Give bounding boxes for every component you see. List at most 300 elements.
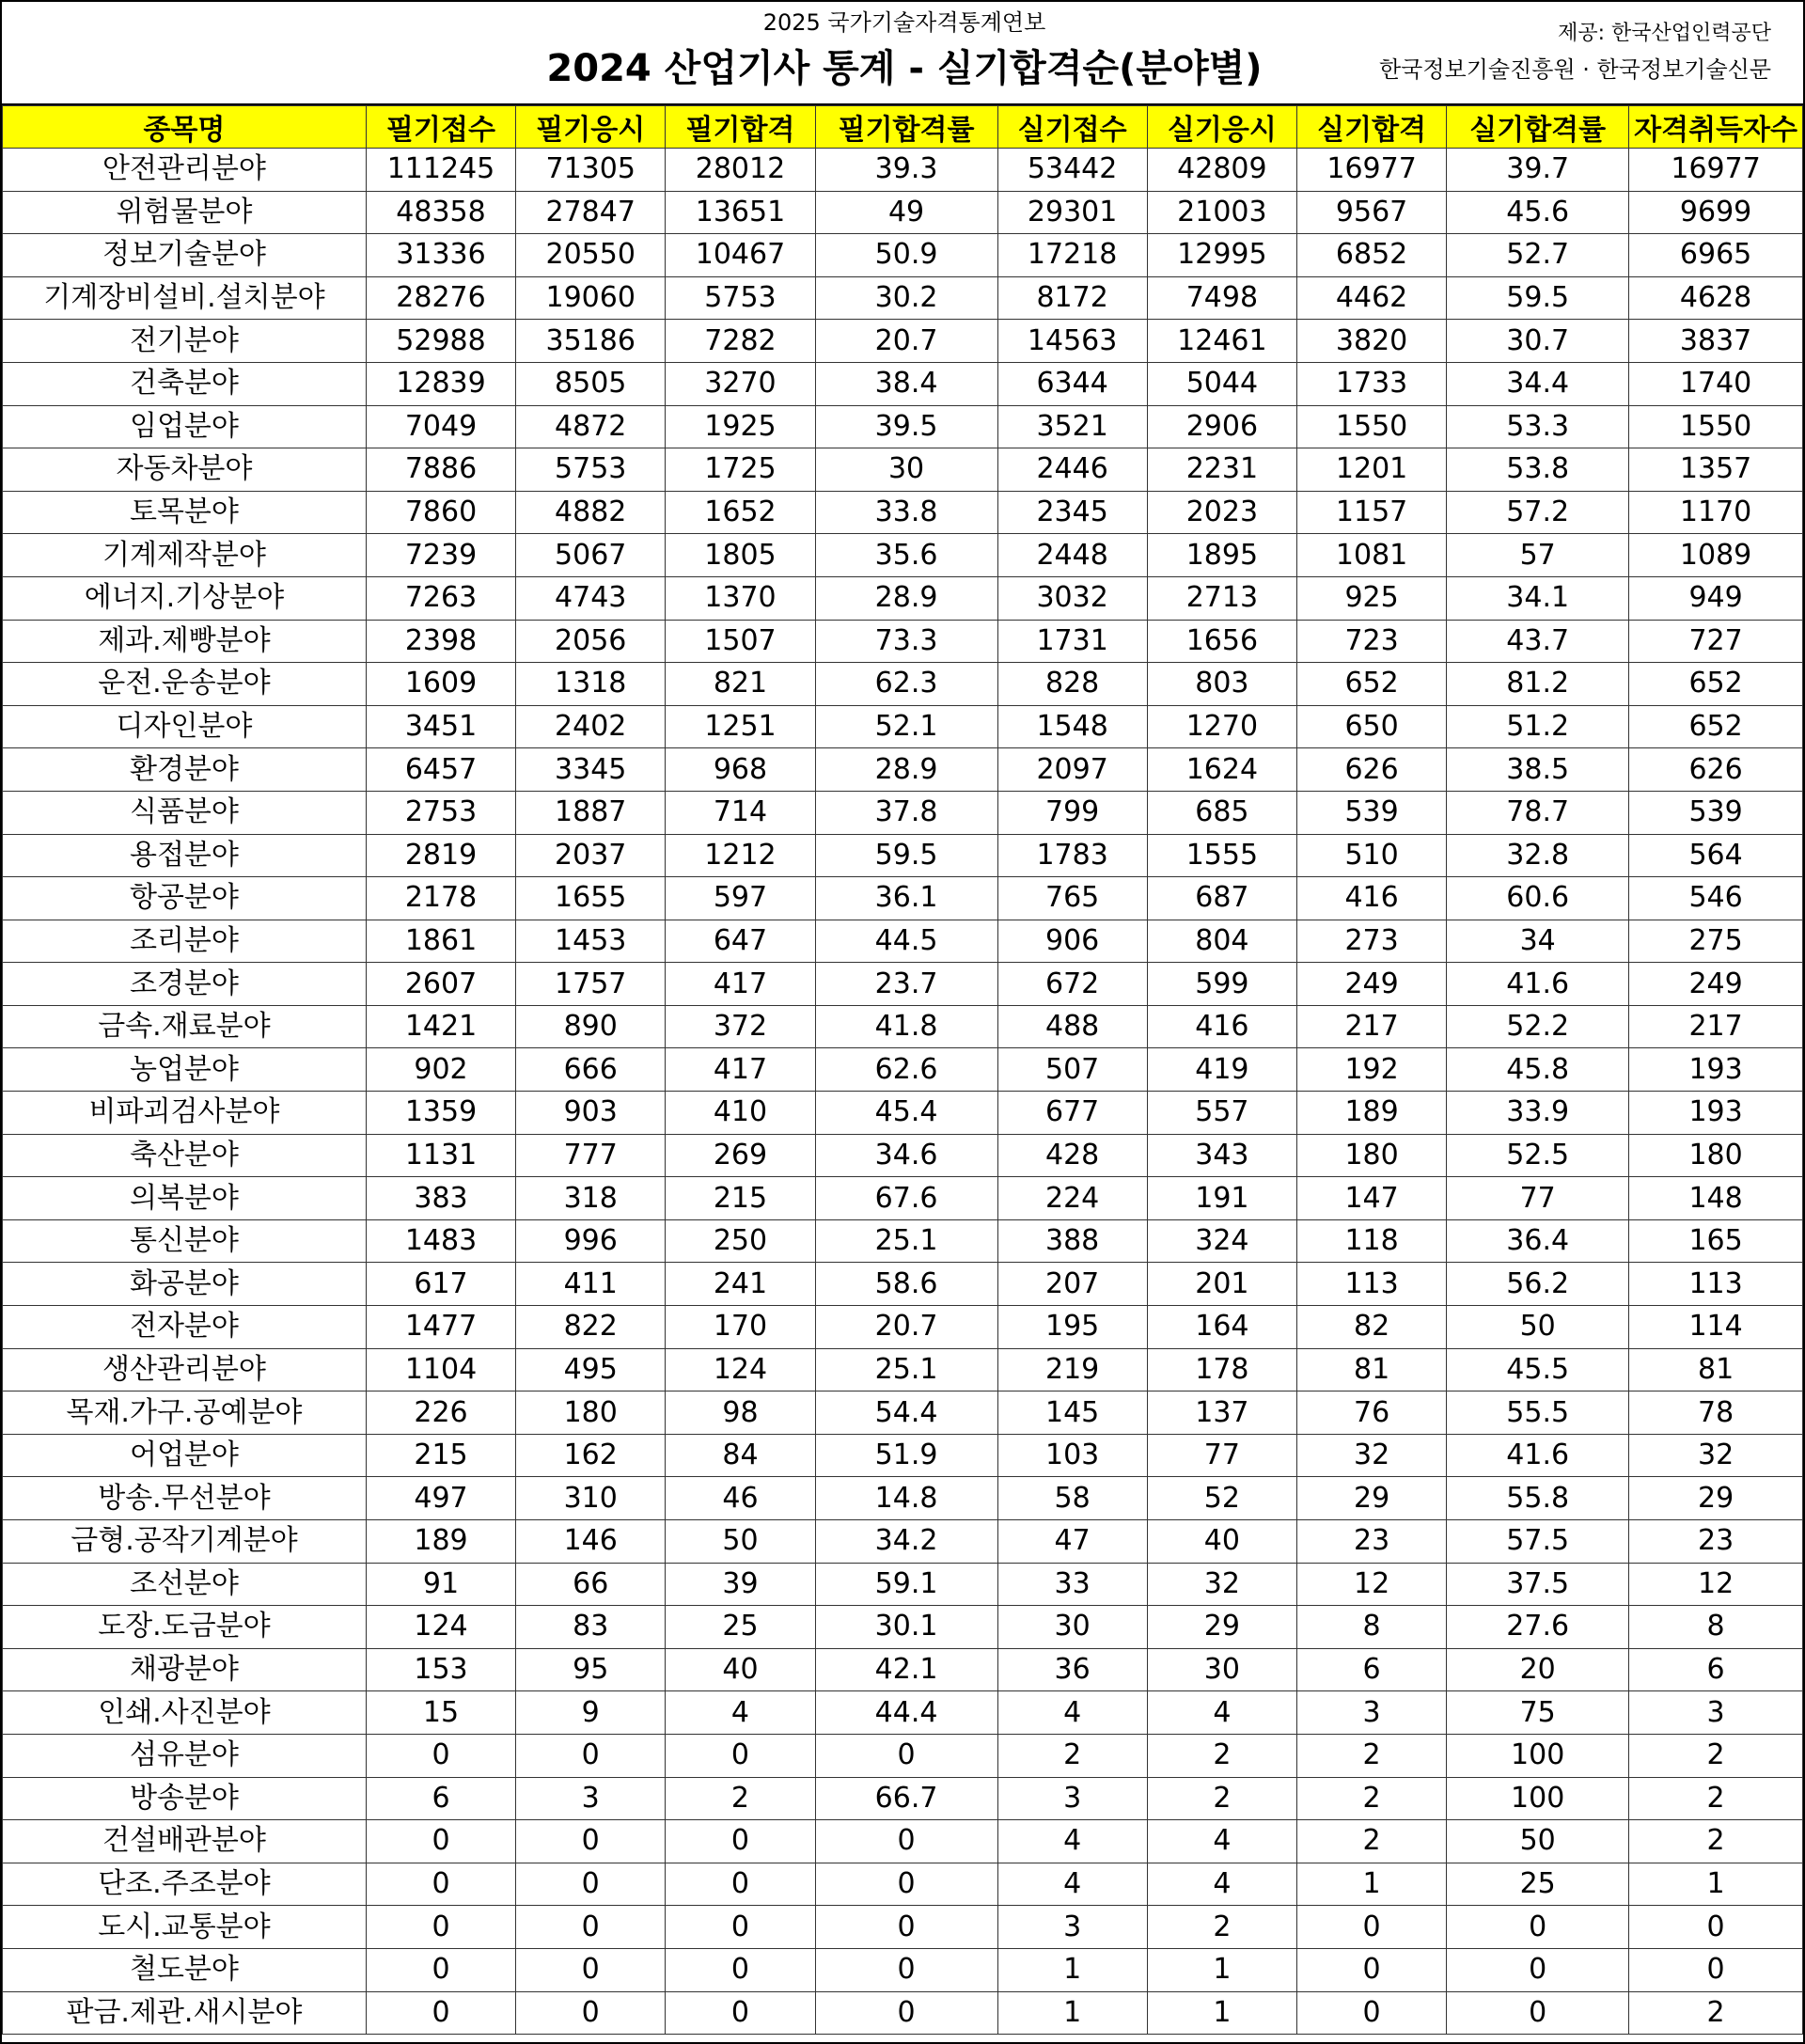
value-cell: 0 (666, 1734, 815, 1777)
value-cell: 37.5 (1447, 1563, 1629, 1606)
value-cell: 57.2 (1447, 491, 1629, 534)
value-cell: 82 (1296, 1306, 1446, 1349)
value-cell: 0 (1296, 1991, 1446, 2035)
value-cell: 57 (1447, 534, 1629, 577)
value-cell: 902 (366, 1048, 515, 1092)
value-cell: 31336 (366, 234, 515, 277)
table-row (3, 191, 1803, 234)
table-row (3, 1820, 1803, 1863)
table-row (3, 920, 1803, 963)
value-cell: 7498 (1147, 276, 1296, 320)
value-cell: 9699 (1629, 191, 1803, 234)
value-cell: 666 (516, 1048, 666, 1092)
value-cell: 2906 (1147, 405, 1296, 448)
value-cell: 98 (666, 1391, 815, 1435)
value-cell: 417 (666, 963, 815, 1006)
category-name-cell: 인쇄.사진분야 (3, 1691, 367, 1735)
value-cell: 100 (1447, 1734, 1629, 1777)
category-name-cell: 철도분야 (3, 1948, 367, 1991)
value-cell: 16977 (1629, 149, 1803, 192)
value-cell: 428 (997, 1134, 1147, 1177)
value-cell: 5753 (516, 448, 666, 492)
column-header: 필기응시 (516, 106, 666, 149)
value-cell: 32 (1629, 1434, 1803, 1477)
value-cell: 56.2 (1447, 1263, 1629, 1306)
value-cell: 25.1 (815, 1219, 997, 1263)
category-name-cell: 조경분야 (3, 963, 367, 1006)
value-cell: 219 (997, 1348, 1147, 1391)
table-row (3, 1734, 1803, 1777)
value-cell: 4 (997, 1691, 1147, 1735)
value-cell: 3345 (516, 748, 666, 792)
value-cell: 42809 (1147, 149, 1296, 192)
value-cell: 3 (997, 1777, 1147, 1820)
value-cell: 12995 (1147, 234, 1296, 277)
value-cell: 50.9 (815, 234, 997, 277)
value-cell: 193 (1629, 1092, 1803, 1135)
value-cell: 23.7 (815, 963, 997, 1006)
column-header: 종목명 (3, 106, 367, 149)
value-cell: 191 (1147, 1177, 1296, 1220)
table-row (3, 1520, 1803, 1564)
category-name-cell: 조선분야 (3, 1563, 367, 1606)
value-cell: 1507 (666, 620, 815, 663)
value-cell: 2 (1147, 1777, 1296, 1820)
value-cell: 9 (516, 1691, 666, 1735)
category-name-cell: 방송.무선분야 (3, 1477, 367, 1520)
value-cell: 2607 (366, 963, 515, 1006)
value-cell: 30 (997, 1606, 1147, 1649)
table-row (3, 748, 1803, 792)
category-name-cell: 통신분야 (3, 1219, 367, 1263)
value-cell: 32.8 (1447, 834, 1629, 877)
value-cell: 29301 (997, 191, 1147, 234)
table-row (3, 1219, 1803, 1263)
value-cell: 906 (997, 920, 1147, 963)
value-cell: 2023 (1147, 491, 1296, 534)
value-cell: 1733 (1296, 362, 1446, 405)
column-header: 실기합격 (1296, 106, 1446, 149)
value-cell: 3837 (1629, 320, 1803, 363)
value-cell: 0 (815, 1948, 997, 1991)
column-header: 실기합격률 (1447, 106, 1629, 149)
value-cell: 410 (666, 1092, 815, 1135)
table-row (3, 705, 1803, 748)
value-cell: 76 (1296, 1391, 1446, 1435)
value-cell: 192 (1296, 1048, 1446, 1092)
value-cell: 16977 (1296, 149, 1446, 192)
report-header (2, 2, 1803, 105)
table-header-row (3, 106, 1803, 149)
value-cell: 180 (1296, 1134, 1446, 1177)
category-name-cell: 비파괴검사분야 (3, 1092, 367, 1135)
value-cell: 45.5 (1447, 1348, 1629, 1391)
value-cell: 45.6 (1447, 191, 1629, 234)
category-name-cell: 화공분야 (3, 1263, 367, 1306)
value-cell: 925 (1296, 576, 1446, 620)
value-cell: 8172 (997, 276, 1147, 320)
value-cell: 52.2 (1447, 1005, 1629, 1048)
value-cell: 0 (666, 1906, 815, 1949)
value-cell: 777 (516, 1134, 666, 1177)
value-cell: 5044 (1147, 362, 1296, 405)
value-cell: 416 (1147, 1005, 1296, 1048)
publisher: 한국정보기술진흥원 · 한국정보기술신문 (1378, 56, 1771, 83)
value-cell: 33 (997, 1563, 1147, 1606)
value-cell: 29 (1147, 1606, 1296, 1649)
value-cell: 12 (1296, 1563, 1446, 1606)
value-cell: 2231 (1147, 448, 1296, 492)
value-cell: 1887 (516, 791, 666, 834)
value-cell: 217 (1629, 1005, 1803, 1048)
value-cell: 41.6 (1447, 963, 1629, 1006)
value-cell: 100 (1447, 1777, 1629, 1820)
value-cell: 34.1 (1447, 576, 1629, 620)
value-cell: 0 (366, 1734, 515, 1777)
value-cell: 23 (1296, 1520, 1446, 1564)
value-cell: 416 (1296, 877, 1446, 920)
value-cell: 647 (666, 920, 815, 963)
value-cell: 29 (1296, 1477, 1446, 1520)
value-cell: 164 (1147, 1306, 1296, 1349)
value-cell: 6344 (997, 362, 1147, 405)
value-cell: 968 (666, 748, 815, 792)
value-cell: 58.6 (815, 1263, 997, 1306)
value-cell: 652 (1629, 705, 1803, 748)
value-cell: 52.5 (1447, 1134, 1629, 1177)
value-cell: 35186 (516, 320, 666, 363)
value-cell: 189 (1296, 1092, 1446, 1135)
value-cell: 3 (997, 1906, 1147, 1949)
value-cell: 2178 (366, 877, 515, 920)
category-name-cell: 금형.공작기계분야 (3, 1520, 367, 1564)
value-cell: 33.9 (1447, 1092, 1629, 1135)
value-cell: 383 (366, 1177, 515, 1220)
value-cell: 35.6 (815, 534, 997, 577)
value-cell: 57.5 (1447, 1520, 1629, 1564)
value-cell: 4628 (1629, 276, 1803, 320)
value-cell: 124 (666, 1348, 815, 1391)
report-title: 2024 산업기사 통계 - 실기합격순(분야별) (546, 47, 1263, 90)
value-cell: 0 (366, 1991, 515, 2035)
category-name-cell: 용접분야 (3, 834, 367, 877)
value-cell: 2448 (997, 534, 1147, 577)
value-cell: 0 (366, 1948, 515, 1991)
value-cell: 890 (516, 1005, 666, 1048)
category-name-cell: 건설배관분야 (3, 1820, 367, 1863)
value-cell: 153 (366, 1648, 515, 1691)
value-cell: 250 (666, 1219, 815, 1263)
value-cell: 77 (1147, 1434, 1296, 1477)
value-cell: 310 (516, 1477, 666, 1520)
value-cell: 28276 (366, 276, 515, 320)
value-cell: 803 (1147, 663, 1296, 706)
value-cell: 1 (997, 1948, 1147, 1991)
value-cell: 34.4 (1447, 362, 1629, 405)
value-cell: 626 (1296, 748, 1446, 792)
value-cell: 343 (1147, 1134, 1296, 1177)
category-name-cell: 단조.주조분야 (3, 1863, 367, 1906)
table-row (3, 576, 1803, 620)
value-cell: 0 (815, 1863, 997, 1906)
value-cell: 495 (516, 1348, 666, 1391)
column-header: 실기응시 (1147, 106, 1296, 149)
value-cell: 1 (1147, 1948, 1296, 1991)
value-cell: 0 (1296, 1948, 1446, 1991)
value-cell: 124 (366, 1606, 515, 1649)
category-name-cell: 디자인분야 (3, 705, 367, 748)
table-row (3, 834, 1803, 877)
value-cell: 318 (516, 1177, 666, 1220)
value-cell: 91 (366, 1563, 515, 1606)
value-cell: 48358 (366, 191, 515, 234)
table-row (3, 1177, 1803, 1220)
table-row (3, 491, 1803, 534)
value-cell: 372 (666, 1005, 815, 1048)
category-name-cell: 운전.운송분야 (3, 663, 367, 706)
table-row (3, 405, 1803, 448)
value-cell: 4 (997, 1820, 1147, 1863)
category-name-cell: 어업분야 (3, 1434, 367, 1477)
value-cell: 7282 (666, 320, 815, 363)
value-cell: 4 (1147, 1863, 1296, 1906)
value-cell: 52.7 (1447, 234, 1629, 277)
table-row (3, 1948, 1803, 1991)
value-cell: 14563 (997, 320, 1147, 363)
value-cell: 597 (666, 877, 815, 920)
value-cell: 28012 (666, 149, 815, 192)
value-cell: 411 (516, 1263, 666, 1306)
value-cell: 66 (516, 1563, 666, 1606)
value-cell: 1656 (1147, 620, 1296, 663)
value-cell: 2 (666, 1777, 815, 1820)
value-cell: 114 (1629, 1306, 1803, 1349)
table-row (3, 362, 1803, 405)
value-cell: 34.6 (815, 1134, 997, 1177)
value-cell: 652 (1629, 663, 1803, 706)
value-cell: 27847 (516, 191, 666, 234)
value-cell: 0 (516, 1734, 666, 1777)
value-cell: 32 (1296, 1434, 1446, 1477)
value-cell: 83 (516, 1606, 666, 1649)
value-cell: 2402 (516, 705, 666, 748)
value-cell: 996 (516, 1219, 666, 1263)
value-cell: 685 (1147, 791, 1296, 834)
value-cell: 1089 (1629, 534, 1803, 577)
value-cell: 1550 (1629, 405, 1803, 448)
value-cell: 1370 (666, 576, 815, 620)
value-cell: 178 (1147, 1348, 1296, 1391)
value-cell: 3 (516, 1777, 666, 1820)
category-name-cell: 생산관리분야 (3, 1348, 367, 1391)
value-cell: 53442 (997, 149, 1147, 192)
value-cell: 821 (666, 663, 815, 706)
value-cell: 25.1 (815, 1348, 997, 1391)
value-cell: 0 (1447, 1906, 1629, 1949)
value-cell: 45.4 (815, 1092, 997, 1135)
value-cell: 626 (1629, 748, 1803, 792)
value-cell: 36 (997, 1648, 1147, 1691)
value-cell: 546 (1629, 877, 1803, 920)
value-cell: 1318 (516, 663, 666, 706)
value-cell: 419 (1147, 1048, 1296, 1092)
category-name-cell: 위험물분야 (3, 191, 367, 234)
value-cell: 84 (666, 1434, 815, 1477)
value-cell: 0 (516, 1820, 666, 1863)
value-cell: 30 (815, 448, 997, 492)
value-cell: 17218 (997, 234, 1147, 277)
category-name-cell: 채광분야 (3, 1648, 367, 1691)
value-cell: 2037 (516, 834, 666, 877)
value-cell: 59.5 (1447, 276, 1629, 320)
table-row (3, 1092, 1803, 1135)
value-cell: 765 (997, 877, 1147, 920)
value-cell: 39.5 (815, 405, 997, 448)
table-row (3, 1263, 1803, 1306)
category-name-cell: 식품분야 (3, 791, 367, 834)
table-row (3, 1863, 1803, 1906)
value-cell: 2446 (997, 448, 1147, 492)
value-cell: 39 (666, 1563, 815, 1606)
category-name-cell: 도장.도금분야 (3, 1606, 367, 1649)
value-cell: 1251 (666, 705, 815, 748)
value-cell: 43.7 (1447, 620, 1629, 663)
value-cell: 195 (997, 1306, 1147, 1349)
value-cell: 557 (1147, 1092, 1296, 1135)
table-row (3, 963, 1803, 1006)
value-cell: 6 (366, 1777, 515, 1820)
value-cell: 1081 (1296, 534, 1446, 577)
value-cell: 3032 (997, 576, 1147, 620)
table-row (3, 663, 1803, 706)
value-cell: 0 (1447, 1991, 1629, 2035)
value-cell: 165 (1629, 1219, 1803, 1263)
table-row (3, 1005, 1803, 1048)
value-cell: 510 (1296, 834, 1446, 877)
value-cell: 66.7 (815, 1777, 997, 1820)
value-cell: 241 (666, 1263, 815, 1306)
value-cell: 145 (997, 1391, 1147, 1435)
value-cell: 0 (1296, 1906, 1446, 1949)
value-cell: 25 (1447, 1863, 1629, 1906)
value-cell: 7049 (366, 405, 515, 448)
value-cell: 4 (1147, 1691, 1296, 1735)
value-cell: 215 (666, 1177, 815, 1220)
value-cell: 28.9 (815, 748, 997, 792)
value-cell: 677 (997, 1092, 1147, 1135)
category-name-cell: 도시.교통분야 (3, 1906, 367, 1949)
value-cell: 53.3 (1447, 405, 1629, 448)
value-cell: 6852 (1296, 234, 1446, 277)
value-cell: 59.5 (815, 834, 997, 877)
value-cell: 44.4 (815, 1691, 997, 1735)
value-cell: 148 (1629, 1177, 1803, 1220)
value-cell: 903 (516, 1092, 666, 1135)
value-cell: 0 (815, 1906, 997, 1949)
category-name-cell: 목재.가구.공예분야 (3, 1391, 367, 1435)
value-cell: 7263 (366, 576, 515, 620)
value-cell: 1925 (666, 405, 815, 448)
value-cell: 10467 (666, 234, 815, 277)
value-cell: 1731 (997, 620, 1147, 663)
value-cell: 2056 (516, 620, 666, 663)
category-name-cell: 건축분야 (3, 362, 367, 405)
value-cell: 9567 (1296, 191, 1446, 234)
value-cell: 201 (1147, 1263, 1296, 1306)
value-cell: 19060 (516, 276, 666, 320)
category-name-cell: 축산분야 (3, 1134, 367, 1177)
value-cell: 2819 (366, 834, 515, 877)
value-cell: 388 (997, 1219, 1147, 1263)
category-name-cell: 토목분야 (3, 491, 367, 534)
value-cell: 8 (1629, 1606, 1803, 1649)
value-cell: 12 (1629, 1563, 1803, 1606)
value-cell: 507 (997, 1048, 1147, 1092)
value-cell: 1 (997, 1991, 1147, 2035)
value-cell: 0 (1629, 1906, 1803, 1949)
value-cell: 1548 (997, 705, 1147, 748)
value-cell: 3521 (997, 405, 1147, 448)
value-cell: 4882 (516, 491, 666, 534)
value-cell: 62.3 (815, 663, 997, 706)
value-cell: 1624 (1147, 748, 1296, 792)
value-cell: 189 (366, 1520, 515, 1564)
value-cell: 14.8 (815, 1477, 997, 1520)
value-cell: 78.7 (1447, 791, 1629, 834)
value-cell: 51.9 (815, 1434, 997, 1477)
value-cell: 29 (1629, 1477, 1803, 1520)
value-cell: 1652 (666, 491, 815, 534)
value-cell: 799 (997, 791, 1147, 834)
category-name-cell: 전자분야 (3, 1306, 367, 1349)
value-cell: 137 (1147, 1391, 1296, 1435)
value-cell: 1131 (366, 1134, 515, 1177)
value-cell: 50 (1447, 1820, 1629, 1863)
statistics-table (2, 105, 1803, 2035)
data-provider: 제공: 한국산업인력공단 (1558, 22, 1771, 45)
value-cell: 21003 (1147, 191, 1296, 234)
value-cell: 59.1 (815, 1563, 997, 1606)
value-cell: 3451 (366, 705, 515, 748)
value-cell: 28.9 (815, 576, 997, 620)
value-cell: 2345 (997, 491, 1147, 534)
value-cell: 1483 (366, 1219, 515, 1263)
value-cell: 0 (815, 1991, 997, 2035)
value-cell: 39.3 (815, 149, 997, 192)
value-cell: 30.7 (1447, 320, 1629, 363)
value-cell: 20.7 (815, 320, 997, 363)
value-cell: 52988 (366, 320, 515, 363)
table-row (3, 1477, 1803, 1520)
value-cell: 269 (666, 1134, 815, 1177)
table-row (3, 1391, 1803, 1435)
value-cell: 207 (997, 1263, 1147, 1306)
value-cell: 0 (516, 1948, 666, 1991)
value-cell: 81.2 (1447, 663, 1629, 706)
value-cell: 249 (1629, 963, 1803, 1006)
value-cell: 1609 (366, 663, 515, 706)
value-cell: 47 (997, 1520, 1147, 1564)
value-cell: 564 (1629, 834, 1803, 877)
value-cell: 687 (1147, 877, 1296, 920)
value-cell: 58 (997, 1477, 1147, 1520)
value-cell: 652 (1296, 663, 1446, 706)
value-cell: 3 (1629, 1691, 1803, 1735)
value-cell: 20.7 (815, 1306, 997, 1349)
value-cell: 20 (1447, 1648, 1629, 1691)
value-cell: 15 (366, 1691, 515, 1735)
value-cell: 23 (1629, 1520, 1803, 1564)
